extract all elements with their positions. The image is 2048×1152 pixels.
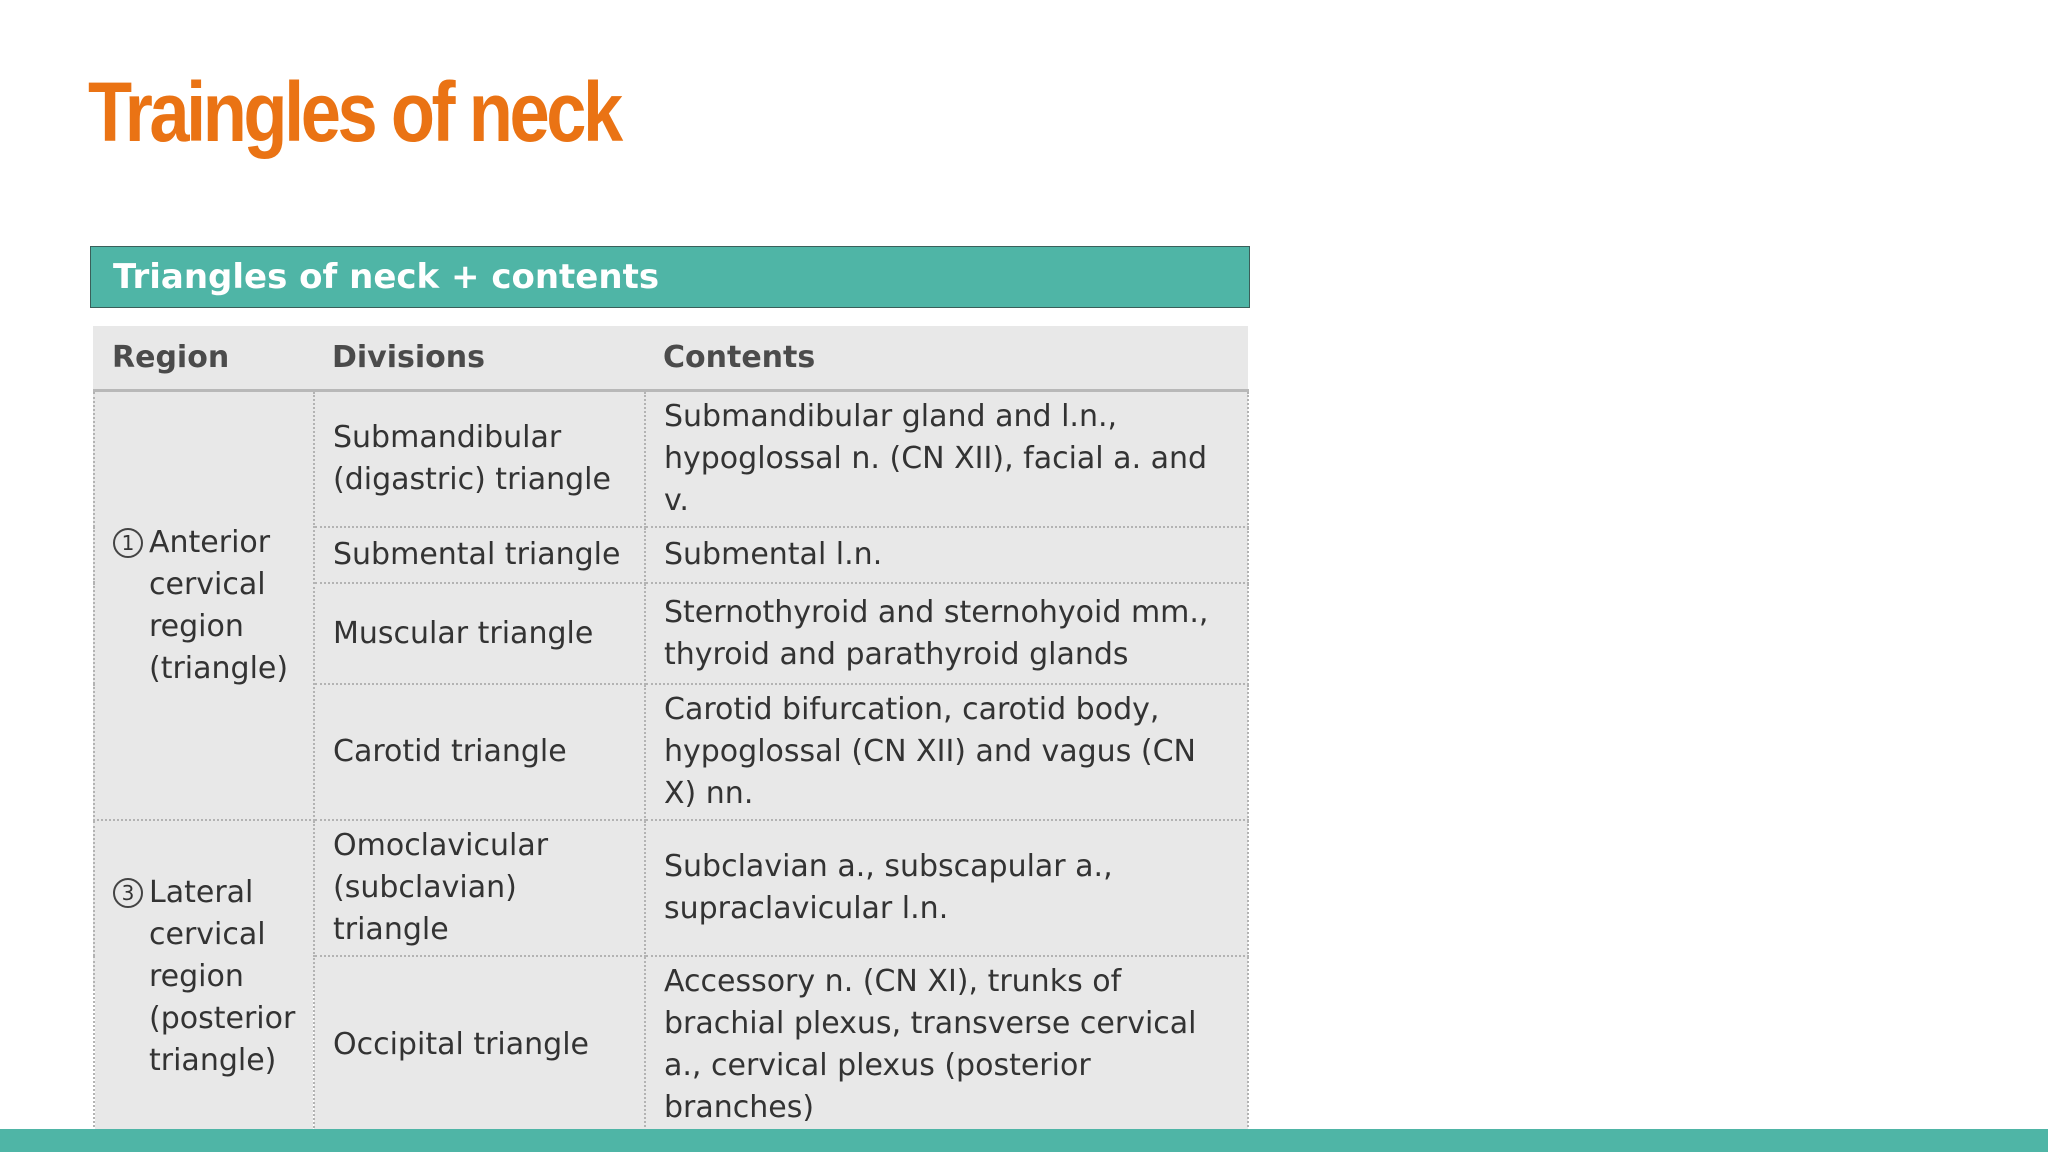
division-cell: Submandibular (digastric) triangle [314,391,645,528]
header-region: Region [94,326,314,391]
contents-cell: Submandibular gland and l.n., hypoglossal n. (CN XII), facial a. and v. [645,391,1248,528]
region-name-line: (posterior [149,1001,296,1036]
contents-cell: Carotid bifurcation, carotid body, hypoglossal (CN XII) and vagus (CN X) nn. [645,684,1248,820]
region-name-line: cervical [149,566,266,602]
region-cell-lateral [94,820,314,1134]
region-cell-anterior [94,391,314,821]
division-cell: Submental triangle [314,527,645,583]
division-cell: Muscular triangle [314,583,645,684]
table-row [94,391,1248,528]
region-name-line: (triangle) [149,650,289,686]
region-label-lateral [149,872,295,1082]
division-cell: Occipital triangle [314,956,645,1134]
table-header-row [94,326,1248,391]
region-name-line: region [149,608,244,644]
region-number-badge: 1 [113,528,143,558]
footer-accent-bar [0,1129,2048,1152]
region-name-line: Lateral [149,875,254,910]
region-name-line: region [149,959,244,994]
slide-title: Traingles of neck [88,65,620,159]
region-name-line: triangle) [149,1043,277,1078]
region-name-line: cervical [149,917,266,952]
region-number-badge: 3 [113,878,143,908]
neck-table [93,326,1249,1135]
region-label-anterior [149,522,288,690]
contents-cell: Subclavian a., subscapular a., supraclavicular l.n. [645,820,1248,956]
division-cell: Omoclavicular (subclavian) triangle [314,820,645,956]
contents-cell: Submental l.n. [645,527,1248,583]
table-row [94,820,1248,956]
header-contents: Contents [645,326,1248,391]
region-name-line: Anterior [149,524,271,560]
contents-cell: Sternothyroid and sternohyoid mm., thyroid and parathyroid glands [645,583,1248,684]
triangles-table [93,326,1247,1125]
header-divisions: Divisions [314,326,645,391]
division-cell: Carotid triangle [314,684,645,820]
contents-cell: Accessory n. (CN XI), trunks of brachial plexus, transverse cervical a., cervical plexus (posterior branches) [645,956,1248,1134]
table-caption-bar: Triangles of neck + contents [90,246,1250,308]
